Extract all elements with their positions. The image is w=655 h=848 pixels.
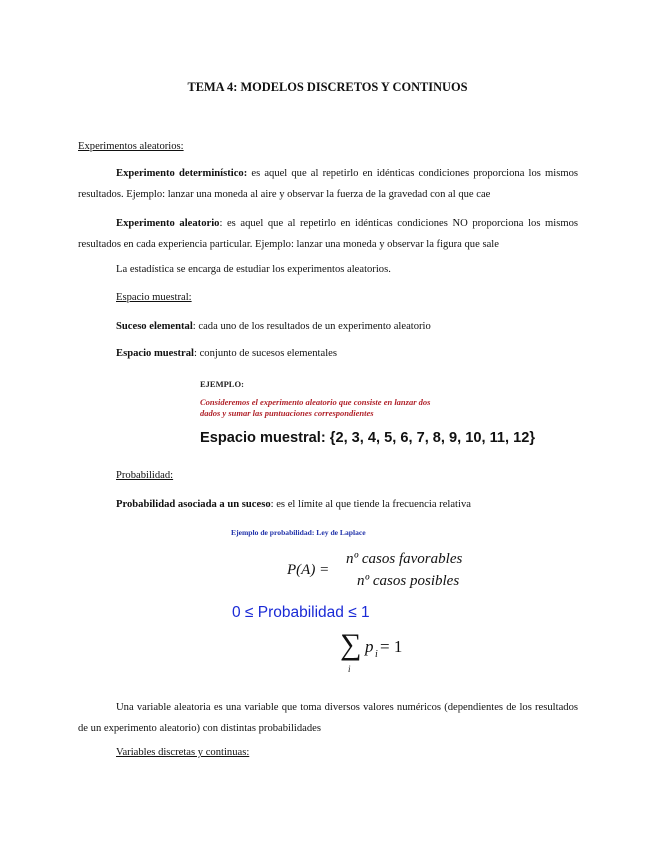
term-probabilidad: Probabilidad asociada a un suceso	[116, 499, 271, 510]
text-variable: Una variable aleatoria es una variable que toma diversos valores numéricos (dependientes de los resultados de un experimento aleatorio) con distintas probabilidades	[78, 702, 578, 734]
paragraph-variable	[78, 697, 578, 739]
laplace-denominator: nº casos posibles	[357, 573, 460, 589]
term-suceso: Suceso elemental	[116, 321, 193, 332]
section-espacio: Espacio muestral:	[116, 292, 192, 303]
example-heading: EJEMPLO:	[200, 379, 244, 389]
paragraph-suceso	[116, 321, 431, 332]
text-espacio: : conjunto de sucesos elementales	[193, 348, 337, 359]
sum-formula	[340, 628, 420, 678]
sum-subscript: i	[375, 649, 378, 660]
term-determinista: Experimento determinístico:	[116, 168, 248, 179]
page-title: TEMA 4: MODELOS DISCRETOS Y CONTINUOS	[187, 80, 468, 94]
sum-rhs: = 1	[380, 637, 403, 656]
sum-index: i	[348, 664, 351, 674]
example-sample-space: Espacio muestral: {2, 3, 4, 5, 6, 7, 8, 9, 10, 11, 12}	[200, 430, 536, 446]
text-aleatorio: : es aquel que al repetirlo en idénticas condiciones NO proporciona los mismos resultados en cada experiencia particular. Ejemplo: lanzar una moneda y observar la figura que sale	[78, 218, 578, 250]
sum-symbol: ∑	[340, 628, 362, 661]
probability-inequality: 0 ≤ Probabilidad ≤ 1	[232, 604, 370, 621]
paragraph-determinista	[78, 163, 578, 205]
sum-term: p	[365, 637, 374, 656]
laplace-title: Ejemplo de probabilidad: Ley de Laplace	[231, 528, 366, 537]
example-line-2: dados y sumar las puntuaciones correspondientes	[200, 408, 374, 418]
section-probabilidad: Probabilidad:	[116, 470, 174, 481]
paragraph-espacio	[116, 348, 337, 359]
paragraph-probabilidad	[116, 499, 471, 510]
laplace-lhs: P(A) =	[287, 562, 330, 578]
term-aleatorio: Experimento aleatorio	[116, 218, 220, 229]
example-line-1: Consideremos el experimento aleatorio que consiste en lanzar dos	[200, 397, 431, 407]
term-espacio: Espacio muestral	[116, 348, 194, 359]
text-determinista: es aquel que al repetirlo en idénticas condiciones proporciona los mismos resultados. Ejemplo: lanzar una moneda al aire y observar la fuerza de la gravedad con al que cae	[78, 168, 578, 200]
text-probabilidad: : es el límite al que tiende la frecuencia relativa	[270, 499, 471, 510]
paragraph-aleatorio	[78, 213, 578, 255]
laplace-numerator: nº casos favorables	[346, 551, 463, 567]
paragraph-estadistica: La estadística se encarga de estudiar los experimentos aleatorios.	[116, 264, 391, 275]
section-experimentos: Experimentos aleatorios:	[78, 141, 184, 152]
section-variables: Variables discretas y continuas:	[116, 747, 250, 758]
text-suceso: : cada uno de los resultados de un experimento aleatorio	[192, 321, 431, 332]
